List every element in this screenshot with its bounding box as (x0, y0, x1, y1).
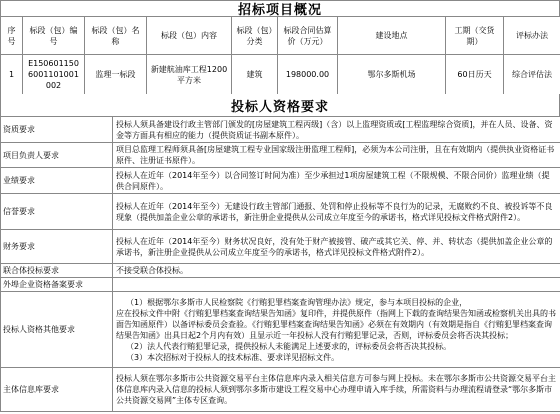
row-label: 项目负责人要求 (1, 143, 113, 168)
row-content: 不接受联合体投标。 (113, 264, 560, 278)
row-label: 信誉要求 (1, 194, 113, 230)
table-header-row (1, 17, 560, 55)
table-cell: 新建航油库工程1200平方米 (147, 55, 232, 95)
row-content: 投标人在近年（2014年至今）财务状况良好，没有处于财产被接管、破产或其它关、停、并、转状态（提供加盖企业公章的承诺书，新注册企业提供从公司成立年度至今的承诺书，格式详见投标文件格式附件2）。 (113, 230, 560, 264)
table-cell: 60日历天 (446, 55, 504, 95)
header-cell: 工期（交货期） (446, 17, 504, 55)
row-content: 投标人在近年（2014年至今）以合同签订时间为准）至少承担过1项房屋建筑工程（不限规模、不限合同价）监理业绩（提供合同原件）。 (113, 168, 560, 194)
row-label: 外埠企业资格备案要求 (1, 278, 113, 292)
table-row (1, 55, 560, 95)
project-overview-title: 招标项目概况 (0, 0, 560, 16)
project-overview-table (0, 16, 560, 95)
table-row (1, 194, 560, 230)
header-cell: 标段（包）分类 (232, 17, 278, 55)
table-cell: 监理一标段 (85, 55, 147, 95)
row-label: 主体信息库要求 (1, 368, 113, 412)
qualification-table (0, 116, 560, 412)
row-label: 投标人资格其他要求 (1, 292, 113, 368)
header-cell: 序号 (1, 17, 23, 55)
header-cell: 标段（包）编号 (23, 17, 85, 55)
table-row (1, 292, 560, 368)
table-row (1, 230, 560, 264)
row-content (113, 292, 560, 368)
qualification-title: 投标人资格要求 (0, 94, 560, 116)
row-label: 财务要求 (1, 230, 113, 264)
row-label: 联合体投标要求 (1, 264, 113, 278)
table-cell: 综合评估法 (504, 55, 560, 95)
header-cell: 标段（包）内容 (147, 17, 232, 55)
row-content: 项目总监理工程师须具备[房屋建筑工程专业国家级注册监理工程师]，必须为本公司注册，且在有效期内（提供执业资格证书原件、注册证书原件）。 (113, 143, 560, 168)
table-row (1, 143, 560, 168)
table-cell: E1506011506001101001002 (23, 55, 85, 95)
row-label: 资质要求 (1, 117, 113, 143)
header-cell: 标段（包）名称 (85, 17, 147, 55)
table-row (1, 278, 560, 292)
table-cell: 1 (1, 55, 23, 95)
table-cell: 198000.00 (278, 55, 338, 95)
row-content: 投标人在近年（2014年至今）无建设行政主管部门通报、处罚和停止投标等不良行为的记录，无腐败约不良、被投诉等不良现象（提供加盖企业公章的承诺书，新注册企业提供从公司成立年度至今的承诺书，格式详见投标文件格式附件2）。 (113, 194, 560, 230)
content-line: （3）本次招标对于投标人的技术标准、要求详见招标文件。 (126, 352, 340, 362)
row-content: 投标人须在鄂尔多斯市公共资源交易平台主体信息库内录入相关信息方可参与网上投标。未在鄂尔多斯市公共资源交易平台主体信息库内录入信息的投标人须到鄂尔多斯市建设工程交易中心办理申请入库手续，所需资料与办理流程请登录“鄂尔多斯市公共资源交易网”主体专区查询。 (113, 368, 560, 412)
row-content: 投标人须具备建设行政主管部门颁发的[房屋建筑工程丙级]（含）以上监理资质或[工程监理综合资质]，并在人员、设备、资金等方面具有相应的能力（提供资质证书副本原件）。 (113, 117, 560, 143)
table-cell: 建筑 (232, 55, 278, 95)
table-row (1, 117, 560, 143)
table-cell: 鄂尔多斯机场 (338, 55, 446, 95)
content-line: （1）根据鄂尔多斯市人民检察院《行贿犯罪档案查询管理办法》规定，参与本项目投标的企业， (126, 297, 468, 307)
content-line: 应在投标文件中附《行贿犯罪档案查询结果告知函》复印件，并提供原件（指网上下载的查询结果告知函或检察机关出具的书面告知函原件）以备评标委员会查验。《行贿犯罪档案查询结果告知函》必须在有效期内（有效期是指自《行贿犯罪档案查询结果告知函》出具日起2个月内有效）且显示近一年投标人没有行贿犯罪记录，否则，评标委员会将否决其投标； (116, 308, 556, 340)
header-cell: 评标办法 (504, 17, 560, 55)
row-label: 业绩要求 (1, 168, 113, 194)
row-content (113, 278, 560, 292)
table-row (1, 264, 560, 278)
table-row (1, 168, 560, 194)
table-row (1, 368, 560, 412)
header-cell: 建设地点 (338, 17, 446, 55)
header-cell: 标段合同估算价（万元） (278, 17, 338, 55)
content-line: （2）法人代表行贿犯罪记录，提供投标人未能满足上述要求的，评标委员会将否决其投标。 (126, 341, 452, 351)
